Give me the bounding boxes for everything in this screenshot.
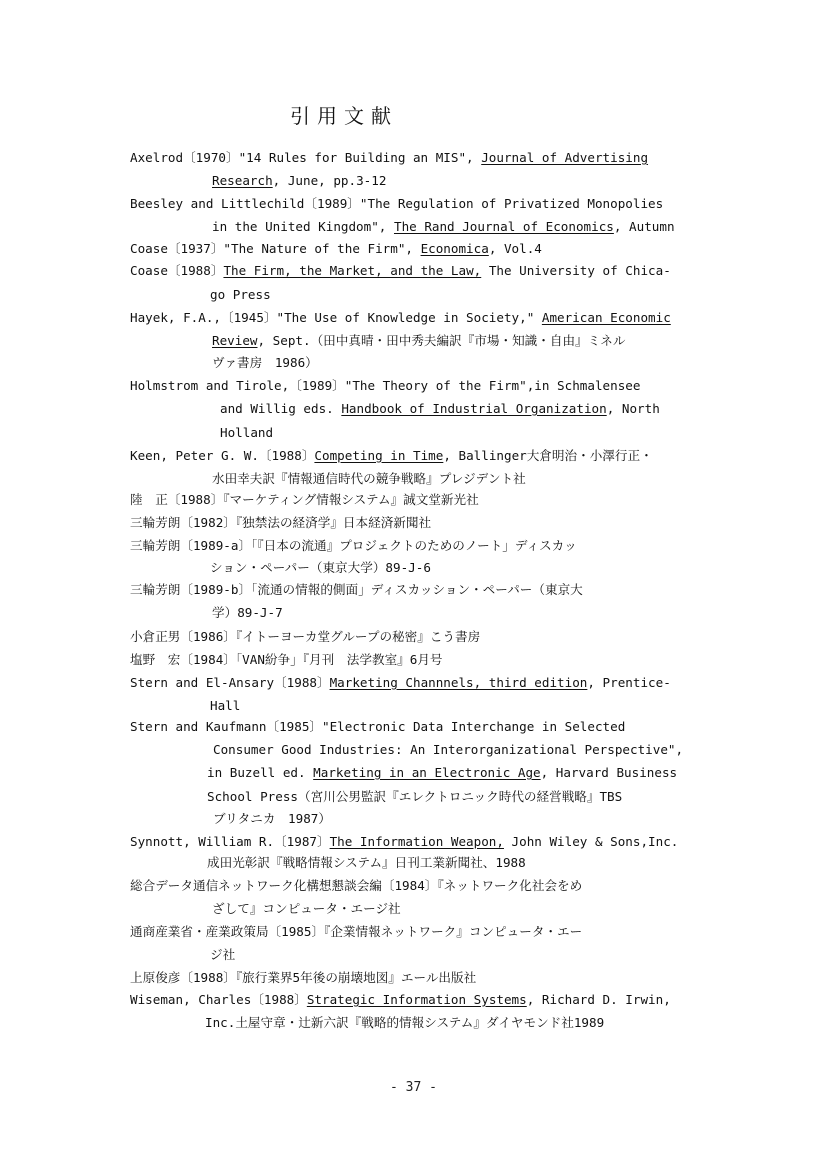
reference-continuation — [212, 901, 401, 917]
reference-continuation — [212, 355, 318, 371]
reference-text: Consumer Good Industries: An Interorganizational Perspective", — [213, 742, 684, 757]
reference-entry — [130, 652, 443, 668]
reference-text: , Vol.4 — [488, 241, 542, 256]
underlined-title: Marketing Channnels, third edition — [329, 675, 588, 690]
reference-entry — [130, 629, 480, 645]
reference-text: Wiseman, Charles〔1988〕 — [130, 992, 307, 1007]
reference-text: , Prentice- — [587, 675, 671, 690]
underlined-title: The Information Weapon, — [329, 834, 504, 849]
reference-text: ジ社 — [210, 947, 236, 962]
reference-entry — [130, 263, 671, 279]
reference-text: Synnott, William R.〔1987〕 — [130, 834, 330, 849]
reference-text: Inc.土屋守章・辻新六訳『戦略的情報システム』ダイヤモンド社1989 — [205, 1015, 605, 1030]
reference-text: Axelrod〔1970〕"14 Rules for Building an MIS", — [130, 150, 482, 165]
reference-text: ブリタニカ 1987） — [213, 811, 331, 826]
underlined-title: Competing in Time — [314, 448, 444, 463]
reference-continuation — [207, 789, 622, 805]
reference-text: ざして』コンピュータ・エージ社 — [212, 901, 401, 916]
reference-text: , Harvard Business — [540, 765, 678, 780]
underlined-title: Strategic Information Systems — [306, 992, 527, 1007]
reference-entry — [130, 878, 582, 894]
reference-text: 水田幸夫訳『情報通信時代の競争戦略』プレジデント社 — [212, 471, 526, 486]
reference-text: , North — [606, 401, 660, 416]
reference-continuation — [207, 765, 677, 781]
reference-continuation — [210, 698, 240, 714]
reference-continuation — [210, 287, 271, 303]
reference-text: 小倉正男〔1986〕『イトーヨーカ堂グループの秘密』こう書房 — [130, 629, 481, 644]
reference-text: ヴァ書房 1986） — [212, 355, 318, 370]
reference-continuation — [205, 1015, 604, 1031]
reference-text: Coase〔1988〕 — [130, 263, 224, 278]
reference-text: 総合データ通信ネットワーク化構想懇談会編〔1984〕『ネットワーク化社会をめ — [130, 878, 583, 893]
reference-text: Hayek, F.A.,〔1945〕"The Use of Knowledge in Society," — [130, 310, 542, 325]
reference-text: Stern and El-Ansary〔1988〕 — [130, 675, 330, 690]
underlined-title: Research — [212, 173, 273, 188]
reference-text: ション・ペーパー（東京大学）89-J-6 — [210, 560, 431, 575]
reference-text: The University of Chica- — [481, 263, 671, 278]
reference-text: School Press（宮川公男監訳『エレクトロニック時代の経営戦略』TBS — [207, 789, 623, 804]
reference-continuation — [220, 401, 660, 417]
underlined-title: Economica — [420, 241, 489, 256]
reference-text: , Autumn — [613, 219, 675, 234]
reference-text: Hall — [210, 698, 241, 713]
reference-text: Holland — [220, 425, 274, 440]
reference-text: 塩野 宏〔1984〕「VAN紛争」『月刊 法学教室』6月号 — [130, 652, 443, 667]
reference-continuation — [212, 471, 526, 487]
reference-text: 三輪芳朗〔1989-a〕「『日本の流通』プロジェクトのためのノート」ディスカッ — [130, 538, 577, 553]
underlined-title: The Rand Journal of Economics — [393, 219, 614, 234]
reference-text: , Richard D. Irwin, — [526, 992, 671, 1007]
reference-continuation — [212, 333, 625, 349]
reference-text: John Wiley & Sons,Inc. — [503, 834, 679, 849]
reference-text: Keen, Peter G. W.〔1988〕 — [130, 448, 315, 463]
reference-entry — [130, 970, 476, 986]
reference-entry — [130, 538, 577, 554]
reference-entry — [130, 675, 671, 691]
reference-text: go Press — [210, 287, 271, 302]
reference-entry — [130, 924, 582, 940]
reference-text: , Sept.（田中真晴・田中秀夫編訳『市場・知識・自由』ミネル — [257, 333, 626, 348]
reference-entry — [130, 992, 671, 1008]
reference-entry — [130, 378, 640, 394]
reference-text: 三輪芳朗〔1989-b〕「流通の情報的側面」ディスカッション・ペーパー（東京大 — [130, 582, 583, 597]
reference-text: 学）89-J-7 — [212, 605, 283, 620]
reference-entry — [130, 241, 542, 257]
reference-text: Stern and Kaufmann〔1985〕"Electronic Data Interchange in Selected — [130, 719, 626, 734]
reference-continuation — [212, 605, 283, 621]
reference-continuation — [220, 425, 273, 441]
reference-entry — [130, 719, 625, 735]
reference-continuation — [212, 173, 386, 189]
reference-text: 成田光彰訳『戦略情報システム』日刊工業新聞社、1988 — [207, 855, 526, 870]
reference-continuation — [212, 219, 675, 235]
underlined-title: The Firm, the Market, and the Law, — [223, 263, 482, 278]
reference-text: Holmstrom and Tirole,〔1989〕"The Theory of the Firm",in Schmalensee — [130, 378, 641, 393]
underlined-title: Review — [212, 333, 258, 348]
reference-entry — [130, 515, 431, 531]
underlined-title: American Economic — [541, 310, 671, 325]
reference-text: in Buzell ed. — [207, 765, 314, 780]
page-title: 引用文献 — [290, 104, 398, 128]
reference-text: 三輪芳朗〔1982〕『独禁法の経済学』日本経済新聞社 — [130, 515, 432, 530]
reference-text: Coase〔1937〕"The Nature of the Firm", — [130, 241, 421, 256]
reference-text: 陸 正〔1988〕『マーケティング情報システム』誠文堂新光社 — [130, 492, 479, 507]
reference-continuation — [213, 742, 683, 758]
reference-entry — [130, 834, 678, 850]
reference-entry — [130, 448, 653, 464]
reference-text: 通商産業省・産業政策局〔1985〕『企業情報ネットワーク』コンピュータ・エー — [130, 924, 583, 939]
reference-text: Beesley and Littlechild〔1989〕"The Regulation of Privatized Monopolies — [130, 196, 664, 211]
reference-continuation — [213, 811, 331, 827]
underlined-title: Journal of Advertising — [481, 150, 649, 165]
page-number: - 37 - — [390, 1080, 437, 1095]
reference-text: 上原俊彦〔1988〕『旅行業界5年後の崩壊地図』エール出版社 — [130, 970, 477, 985]
reference-continuation — [210, 947, 235, 963]
reference-entry — [130, 150, 648, 166]
reference-text: , June, pp.3-12 — [272, 173, 387, 188]
reference-text: , Ballinger大倉明治・小澤行正・ — [443, 448, 653, 463]
reference-entry — [130, 310, 671, 326]
reference-entry — [130, 196, 663, 212]
reference-text: in the United Kingdom", — [212, 219, 394, 234]
reference-text: and Willig eds. — [220, 401, 342, 416]
reference-entry — [130, 582, 583, 598]
underlined-title: Marketing in an Electronic Age — [313, 765, 541, 780]
underlined-title: Handbook of Industrial Organization — [341, 401, 607, 416]
reference-continuation — [210, 560, 431, 576]
reference-continuation — [207, 855, 526, 871]
reference-entry — [130, 492, 479, 508]
